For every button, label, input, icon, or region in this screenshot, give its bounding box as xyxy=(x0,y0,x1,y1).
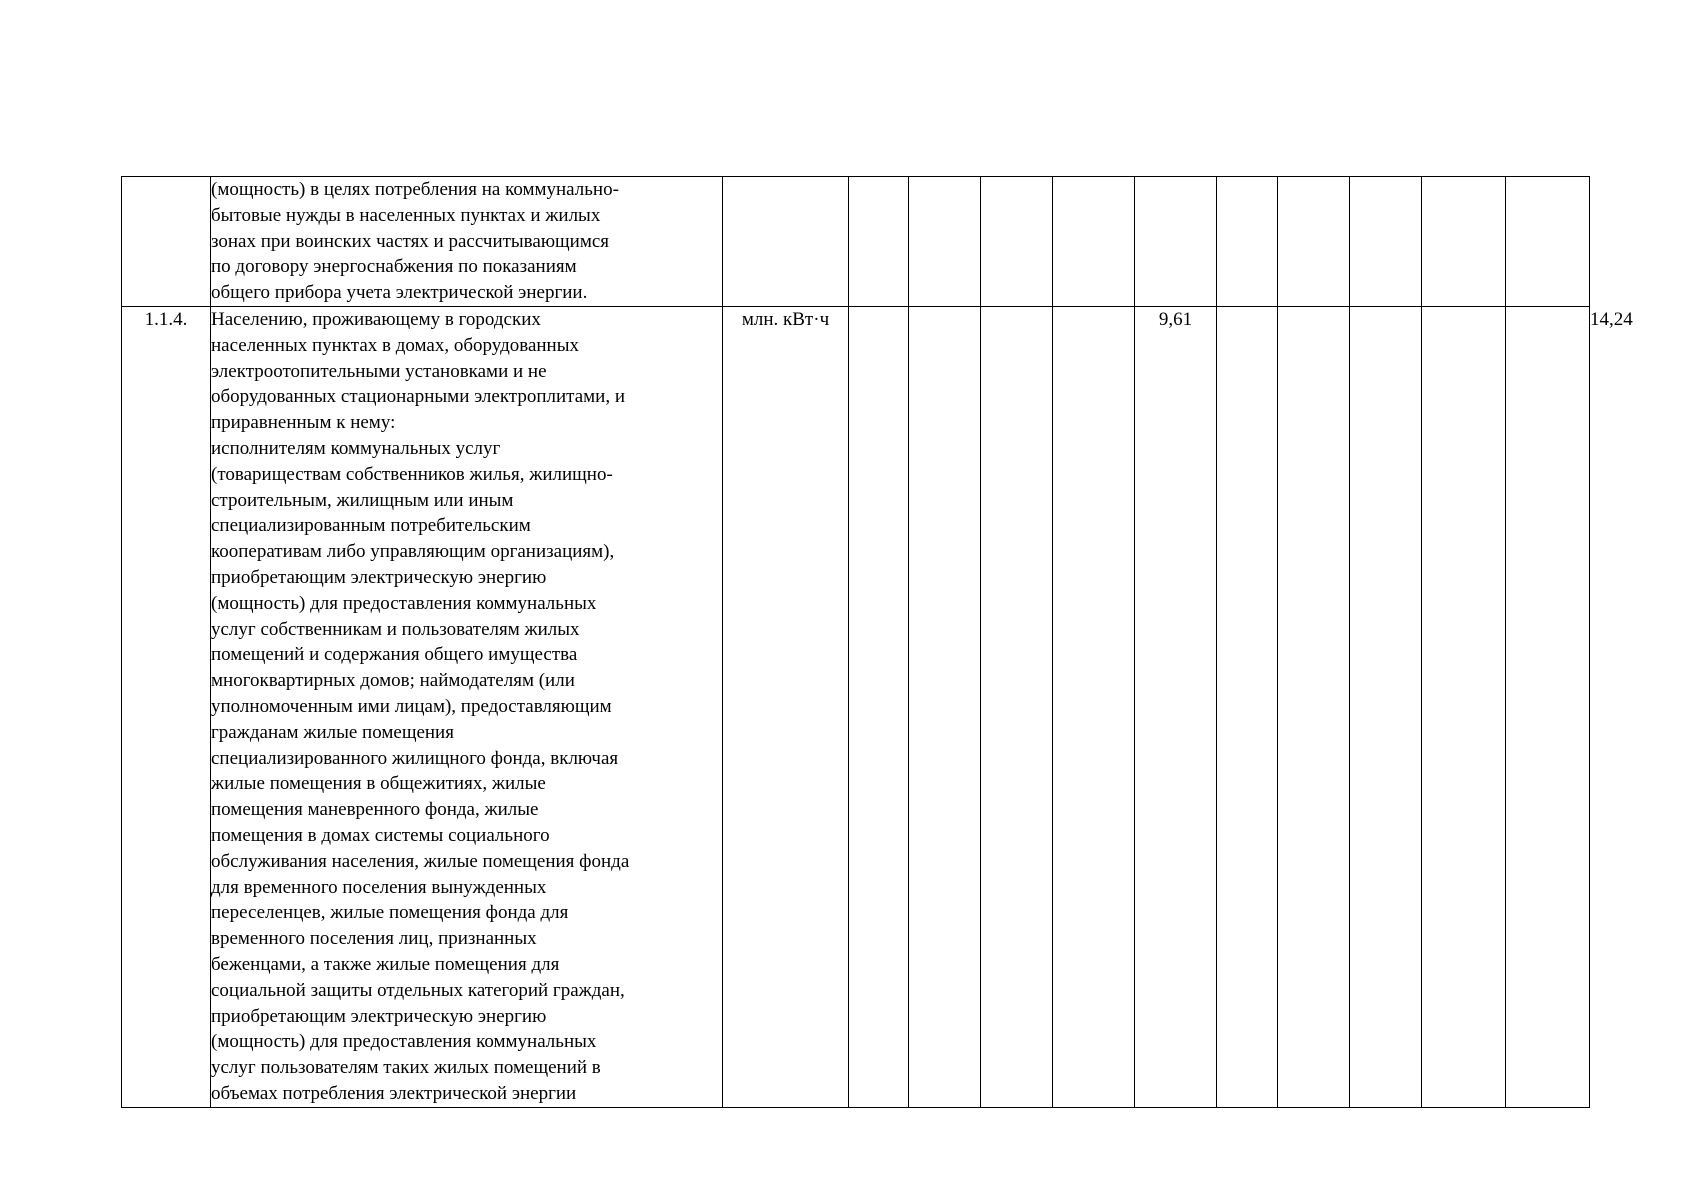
description-line: специализированным потребительским xyxy=(211,515,531,537)
description-line: уполномоченным ими лицам), предоставляющим xyxy=(211,695,612,717)
description-line: (товариществам собственников жилья, жилищно- xyxy=(211,463,613,485)
value-cell xyxy=(1217,177,1278,307)
value-cell xyxy=(909,177,981,307)
description-line: электроотопительными установками и не xyxy=(211,360,547,382)
description-line: временного поселения лиц, признанных xyxy=(211,928,537,950)
value-cell xyxy=(1135,177,1217,307)
value-cell xyxy=(1278,307,1350,1108)
table-row xyxy=(122,177,1590,307)
description-line: Населению, проживающему в городских xyxy=(211,309,541,330)
value-cell xyxy=(1217,307,1278,1108)
description-line: приобретающим электрическую энергию xyxy=(211,1005,547,1027)
unit-cell: млн. кВт·ч xyxy=(723,307,849,1108)
description-line: зонах при воинских частях и рассчитывающимся xyxy=(211,230,610,252)
description-line: оборудованных стационарными электроплитами, и xyxy=(211,386,625,408)
description-line: обслуживания населения, жилые помещения фонда xyxy=(211,850,630,872)
description-line: по договору энергоснабжения по показаниям xyxy=(211,256,577,278)
description-line: социальной защиты отдельных категорий граждан, xyxy=(211,979,625,1001)
description-line: помещений и содержания общего имущества xyxy=(211,644,578,666)
value-cell: 9,61 xyxy=(1135,307,1217,1108)
unit-cell xyxy=(723,177,849,307)
value-cell xyxy=(1506,307,1590,1108)
value-cell xyxy=(981,307,1053,1108)
description-line: гражданам жилые помещения xyxy=(211,721,454,743)
value-cell xyxy=(1422,307,1506,1108)
value-cell xyxy=(981,177,1053,307)
description-cell xyxy=(211,177,723,307)
value-cell xyxy=(849,307,909,1108)
value-cell xyxy=(1350,177,1422,307)
description-line: объемах потребления электрической энергии xyxy=(211,1082,577,1104)
description-line: приобретающим электрическую энергию xyxy=(211,566,547,588)
description-cell xyxy=(211,307,723,1108)
description-line: кооперативам либо управляющим организациям), xyxy=(211,541,615,563)
description-line: приравненным к нему: xyxy=(211,412,396,434)
description-line: многоквартирных домов; наймодателям (или xyxy=(211,670,575,692)
description-line: беженцами, а также жилые помещения для xyxy=(211,953,560,975)
description-line: (мощность) для предоставления коммунальных xyxy=(211,1031,597,1053)
description-line: помещения маневренного фонда, жилые xyxy=(211,799,539,821)
value-cell xyxy=(1422,177,1506,307)
description-line: (мощность) в целях потребления на коммунально- xyxy=(211,179,619,200)
table-row: 1.1.4. Населению, проживающему в городских населенных пунктах в домах, оборудованных электроотопительными установками и не оборудованных стационарными электроплитами, и приравненным к нему: исполнителям коммунальных услуг (товариществам собственников жилья, жилищно- строительным, жилищным или иным специализированным потребительским кооперативам либо управляющим организациям), приобретающим электрическую энергию (мощность) для предоставления коммунальных услуг собственникам и пользователям жилых помещений и содержания общего имущества многоквартирных домов; наймодателям (или уполномоченным ими лицам), предоставляющим гражданам жилые помещения специализированного жилищного фонда, включая жилые помещения в общежитиях, жилые помещения маневренного фонда, жилые помещения в домах системы социального обслуживания населения, жилые помещения фонда для временного поселения вынужденных переселенцев, жилые помещения фонда для временного поселения лиц, признанных беженцами, а также жилые помещения для социальной защиты отдельных категорий граждан, приобретающим электрическую энергию (мощность) для предоставления коммунальных услуг пользователям таких жилых помещений в объемах потребления электрической энергии млн. кВт·ч 9,61 14,24 xyxy=(122,307,1590,1108)
description-line: бытовые нужды в населенных пунктах и жилых xyxy=(211,204,601,226)
description-line: населенных пунктах в домах, оборудованных xyxy=(211,334,579,356)
value-cell xyxy=(1053,307,1135,1108)
description-line: строительным, жилищным или иным xyxy=(211,489,514,511)
description-line: помещения в домах системы социального xyxy=(211,824,550,846)
value-cell xyxy=(1350,307,1422,1108)
tariff-volume-table xyxy=(121,176,1633,1108)
description-line: (мощность) для предоставления коммунальных xyxy=(211,592,597,614)
description-line: исполнителям коммунальных услуг xyxy=(211,437,501,459)
value-cell xyxy=(849,177,909,307)
value-cell xyxy=(1506,177,1590,307)
description-line: услуг пользователям таких жилых помещений в xyxy=(211,1057,601,1079)
description-line: специализированного жилищного фонда, включая xyxy=(211,747,619,769)
row-number-cell xyxy=(122,177,211,307)
row-number-cell: 1.1.4. xyxy=(122,307,211,1108)
value-cell xyxy=(1278,177,1350,307)
description-line: общего прибора учета электрической энергии. xyxy=(211,282,588,304)
value-cell xyxy=(909,307,981,1108)
description-line: переселенцев, жилые помещения фонда для xyxy=(211,902,569,924)
description-line: услуг собственникам и пользователям жилых xyxy=(211,618,580,640)
description-line: для временного поселения вынужденных xyxy=(211,876,547,898)
description-line: жилые помещения в общежитиях, жилые xyxy=(211,773,546,795)
value-cell xyxy=(1053,177,1135,307)
